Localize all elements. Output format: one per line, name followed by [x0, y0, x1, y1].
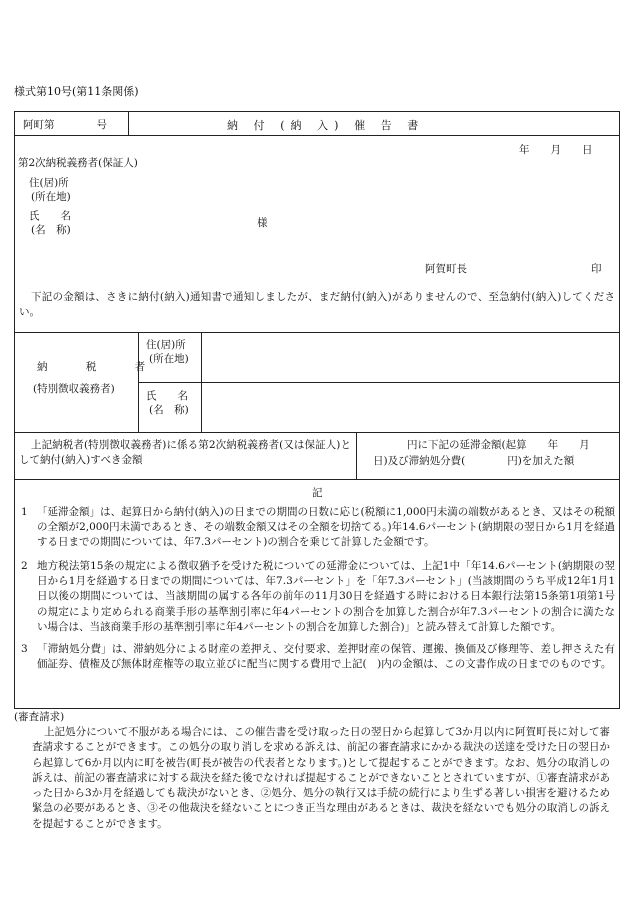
document-title: 納 付 (納 入) 催 告 書	[227, 119, 425, 132]
appeal-heading: (審査請求)	[14, 711, 65, 723]
header-rule	[15, 135, 619, 136]
intro-rule	[15, 332, 619, 333]
taxpayer-name-sub: (名 称)	[149, 404, 189, 416]
taxpayer-sub: (特別徴収義務者)	[33, 383, 115, 395]
appeal-section	[14, 710, 616, 832]
form-number-label: 様式第10号(第11条関係)	[14, 85, 139, 98]
intro-text: 下記の金額は、さきに納付(納入)通知書で通知しましたが、まだ納付(納入)がありませんので、至急納付(納入)してください。	[19, 291, 615, 319]
amount-rule	[15, 479, 619, 480]
taxpayer-label: 納 税 者	[37, 361, 151, 373]
appeal-text: 上記処分について不服がある場合には、この催告書を受け取った日の翌日から起算して3か月以内に阿賀町長に対して審査請求することができます。この処分の取り消しを求める訴えは、前記の審査請求にかかる裁決の送達を受けた日の翌日から起算して6か月以内に町を被告(町長が被告の代表者となります。)として提起することができます。なお、処分の取消しの訴えは、前記の審査請求に対する裁決を経た後でなければ提起することができないこととされていますが、①審査請求があった日から3か月を経過しても裁決がないとき、②処分、処分の執行又は手続の続行により生ずる著しい損害を避けるため緊急の必要があるとき、③その他裁決を経ないことにつき正当な理由があるときは、裁決を経ないでも処分の取消しの訴えを提起することができます。	[32, 726, 610, 830]
issuer-name: 阿賀町長	[425, 263, 467, 275]
issue-date-line: 年 月 日	[519, 144, 593, 156]
amount-detail-line-1: 円に下記の延滞金額(起算 年 月	[407, 439, 590, 451]
header-divider	[128, 112, 129, 135]
addressee-name-label: 氏 名	[29, 210, 71, 222]
honorific-sama: 様	[257, 217, 268, 229]
taxpayer-address-sub: (所在地)	[149, 353, 189, 365]
taxpayer-mid-rule	[138, 382, 619, 383]
note-3-number: 3	[21, 643, 28, 655]
amount-description: 上記納税者(特別徴収義務者)に係る第2次納税義務者(又は保証人)として納付(納入)すべき金額	[19, 439, 351, 467]
addressee-address-sub: (所在地)	[31, 191, 71, 203]
note-1-text: 「延滞金額」は、起算日から納付(納入)の日までの期間の日数に応じ(税額に1,000円未満の端数があるとき、又はその税額の全額が2,000円未満であるとき、その端数金額又はその全額を切捨てる。)年14.6パーセント(納期限の翌日から1月を経過する日までの期間については、年7.3パーセント)の割合を乗じて計算した金額です。	[37, 506, 615, 549]
taxpayer-rule	[15, 432, 619, 433]
taxpayer-name-label: 氏 名	[146, 390, 188, 402]
note-2-text: 地方税法第15条の規定による徴収猶予を受けた税についての延滞金については、上記1中「年14.6パーセント(納期限の翌日から1月を経過する日までの期間については、年7.3パーセント」を「年7.3パーセント」(当該期間のうち平成12年1月1日以後の期間については、当該期間の属する各年の前年の11月30日を経過する時における日本銀行法第15条第1項第1号の規定により定められる商業手形の基準割引率に年4パーセントの割合を加算した割合が年7.3パーセントの割合に満たない場合は、当該商業手形の基準割引率に年4パーセントの割合を加算した割合)」と読み替えて計算した額です。	[37, 560, 615, 633]
addressee-name-sub: (名 称)	[31, 224, 71, 236]
document-number-label: 阿町第 号	[23, 119, 107, 131]
note-3-text: 「滞納処分費」は、滞納処分による財産の差押え、交付要求、差押財産の保管、運搬、換価及び修理等、差し押さえた有価証券、債権及び無体財産権等の取立並びに配当に関する費用で上記( )内の金額は、この文書作成の日までのものです。	[37, 643, 615, 671]
note-2-number: 2	[21, 560, 28, 572]
note-1-number: 1	[21, 506, 28, 518]
addressee-role: 第2次納税義務者(保証人)	[18, 157, 138, 169]
seal-mark: 印	[591, 263, 602, 275]
taxpayer-address-label: 住(居)所	[146, 339, 186, 351]
amount-detail-line-2: 日)及び滞納処分費( 円)を加えた額	[373, 455, 575, 467]
amount-divider	[356, 432, 357, 479]
notes-heading: 記	[312, 487, 323, 499]
notice-form	[14, 111, 620, 709]
addressee-address-label: 住(居)所	[29, 177, 69, 189]
